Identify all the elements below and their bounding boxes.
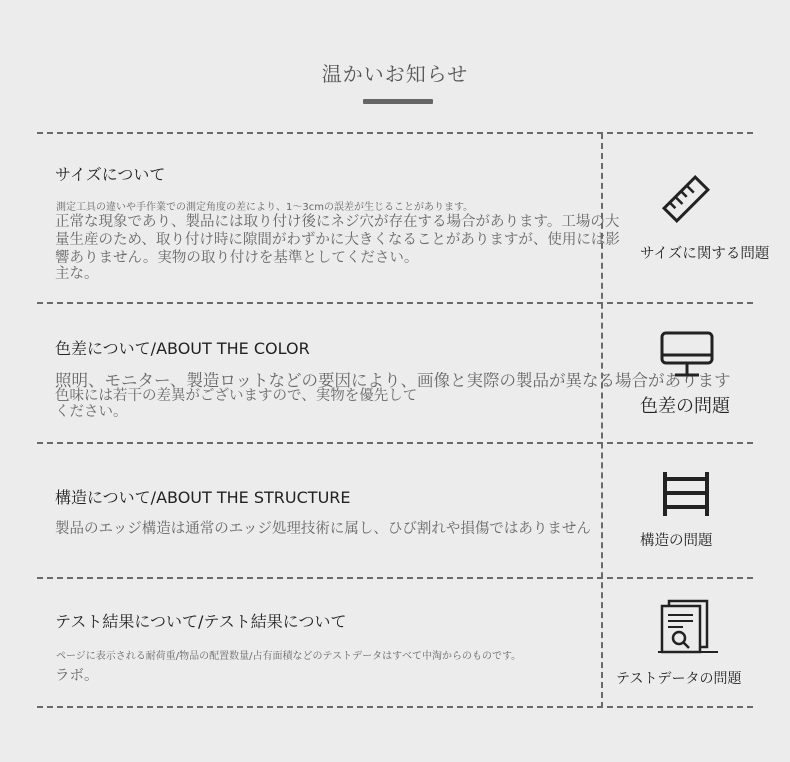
divider bbox=[37, 442, 753, 444]
section-text-line: 主な。 bbox=[55, 266, 99, 282]
section-text-line: ラボ。 bbox=[55, 668, 99, 684]
section-title: テスト結果について/テスト結果について bbox=[55, 612, 347, 631]
title-underline bbox=[363, 99, 433, 104]
section-note: 測定工具の違いや手作業での測定角度の差により、1～3cmの誤差が生じることがあります。 bbox=[56, 202, 474, 213]
section-title: 色差について/ABOUT THE COLOR bbox=[55, 339, 310, 358]
section-text-line: 正常な現象であり、製品には取り付け後にネジ穴が存在する場合があります。工場の大 bbox=[55, 214, 620, 230]
section-text-line: 照明、モニター、製造ロットなどの要因により、画像と実際の製品が異なる場合があります bbox=[55, 371, 731, 390]
page-title: 温かいお知らせ bbox=[321, 62, 469, 86]
section-note: ページに表示される耐荷重/物品の配置数量/占有面積などのテストデータはすべて中淘からのものです。 bbox=[56, 651, 522, 662]
section-title: サイズについて bbox=[55, 165, 166, 184]
section-text-line: 響ありません。実物の取り付けを基準としてください。 bbox=[55, 250, 419, 266]
section-text-line: 製品のエッジ構造は通常のエッジ処理技術に属し、ひび割れや損傷ではありません bbox=[55, 521, 591, 537]
section-title: 構造について/ABOUT THE STRUCTURE bbox=[55, 488, 351, 507]
icon-label: サイズに関する問題 bbox=[640, 246, 770, 262]
ladder-icon bbox=[661, 471, 711, 517]
section-text-line: 量生産のため、取り付け時に隙間がわずかに大きくなることがありますが、使用には影 bbox=[55, 232, 620, 248]
divider bbox=[37, 706, 753, 708]
icon-label: テストデータの問題 bbox=[616, 671, 742, 687]
divider bbox=[37, 577, 753, 579]
section-text-line: 色味には若干の差異がございますので、実物を優先して bbox=[55, 388, 418, 404]
icon-label: 色差の問題 bbox=[640, 396, 730, 417]
document-search-icon bbox=[657, 598, 719, 654]
section-text-line: ください。 bbox=[55, 404, 128, 420]
divider bbox=[37, 132, 753, 134]
divider bbox=[37, 302, 753, 304]
monitor-icon bbox=[659, 330, 715, 380]
ruler-icon bbox=[660, 173, 712, 225]
icon-label: 構造の問題 bbox=[640, 533, 713, 549]
